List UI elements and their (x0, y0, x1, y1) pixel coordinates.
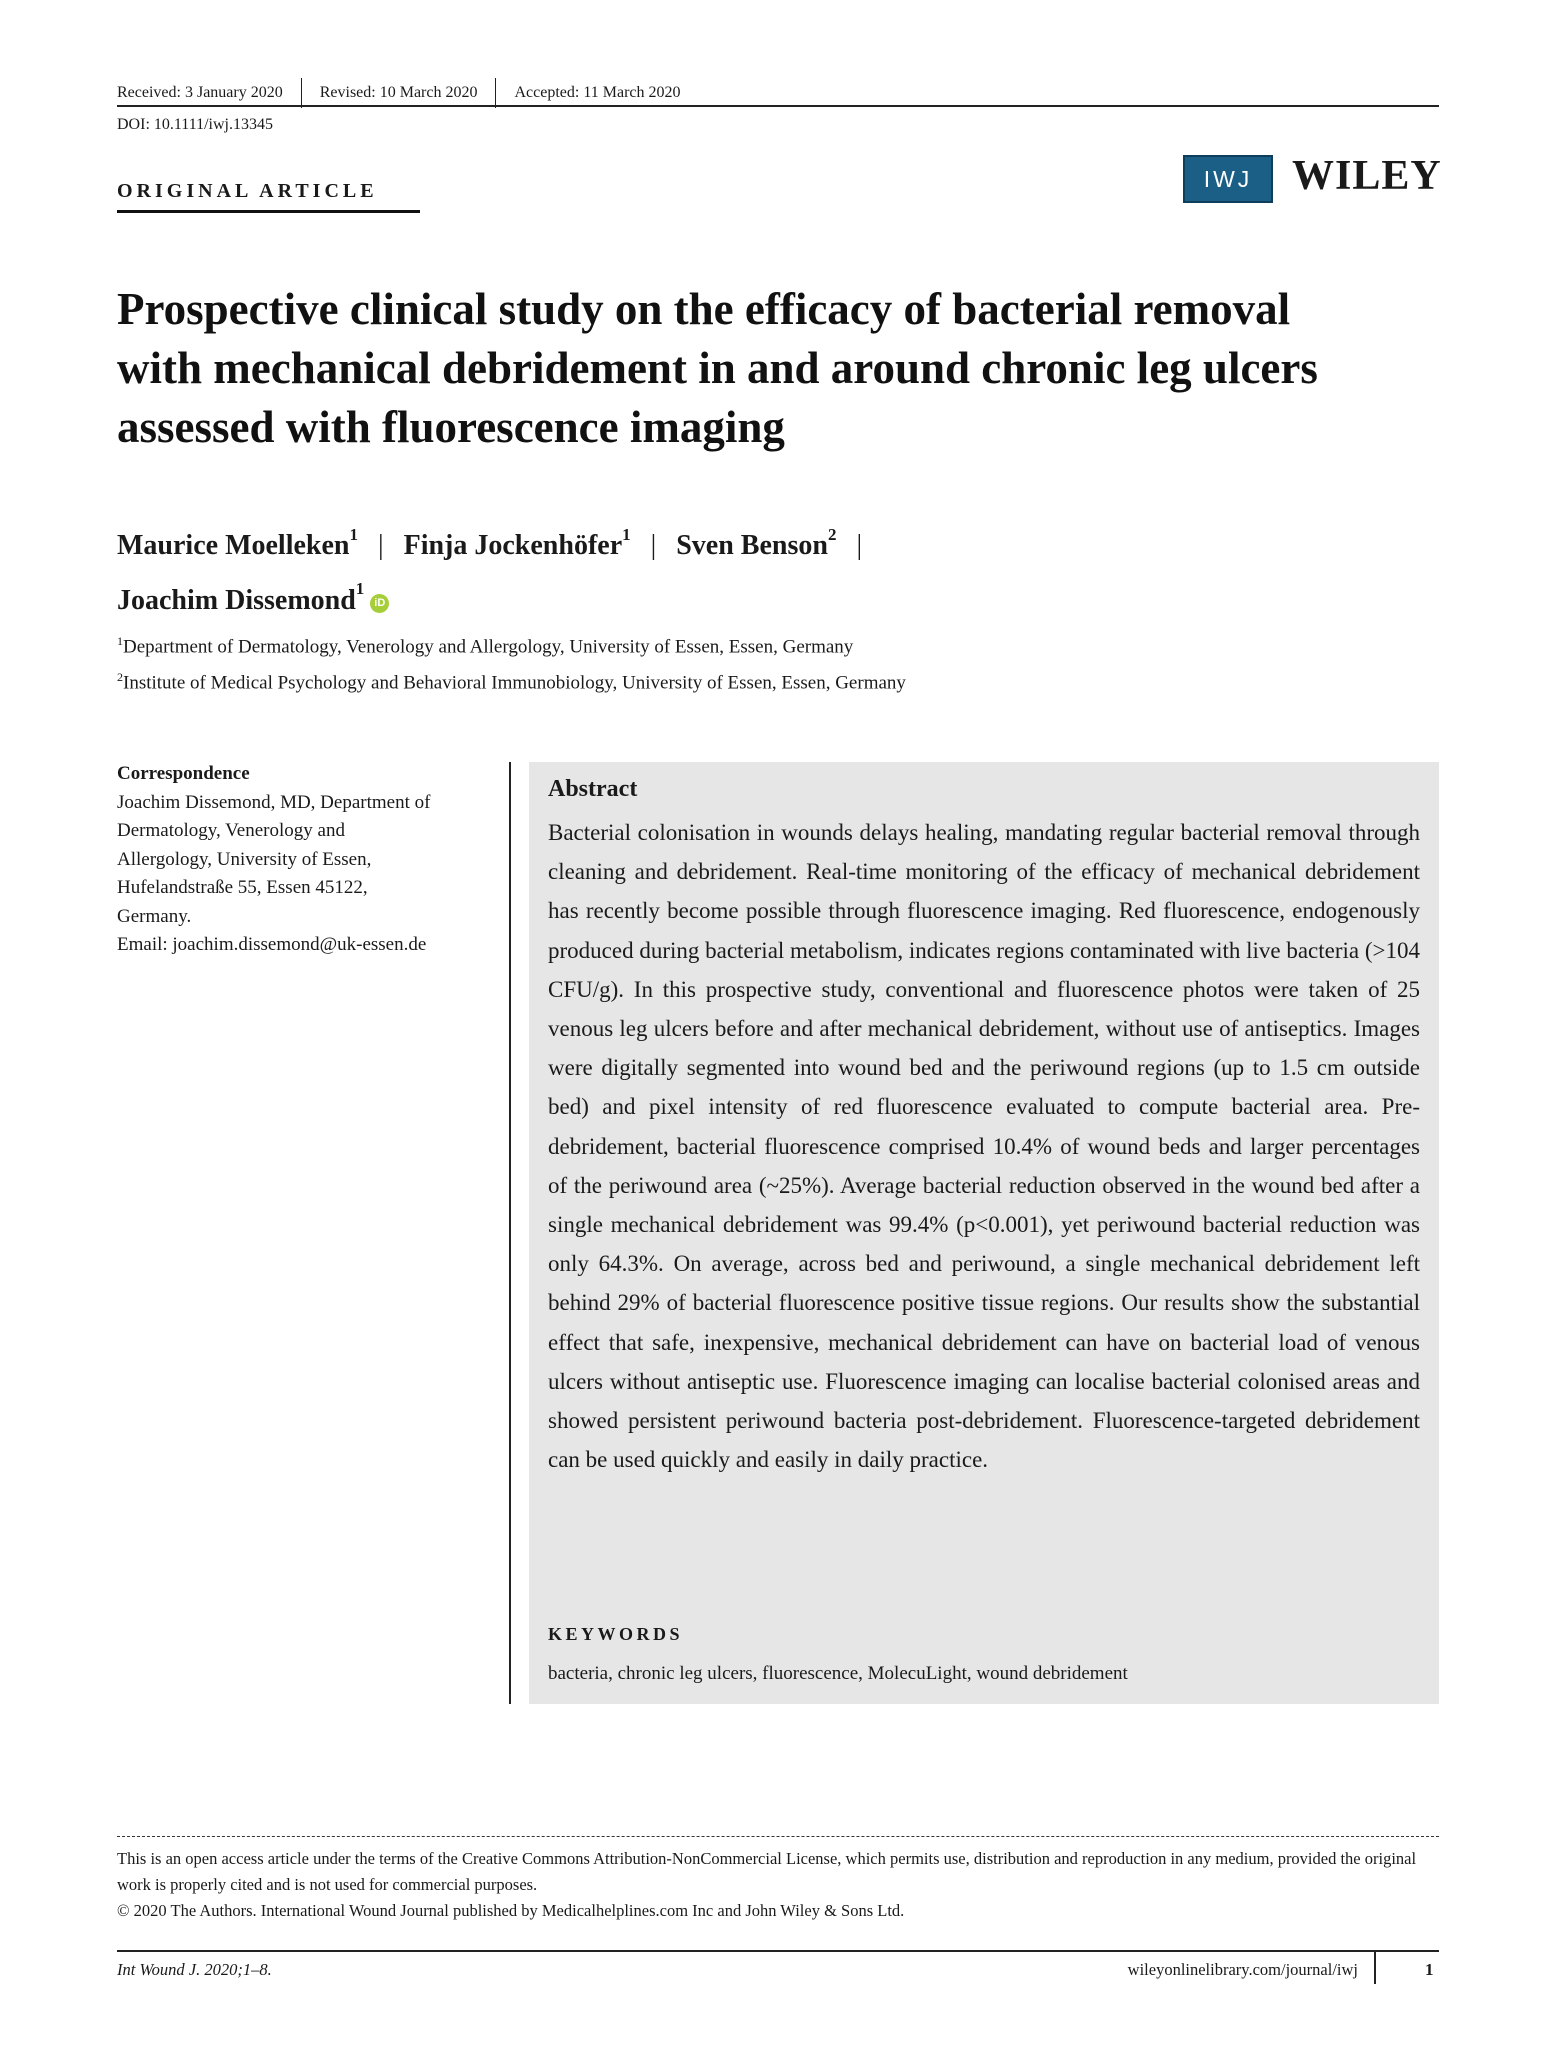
doi[interactable]: DOI: 10.1111/iwj.13345 (117, 116, 273, 133)
abstract-text: Bacterial colonisation in wounds delays healing, mandating regular bacterial removal through cleaning and debridement. Real-time monitoring of the efficacy of mechanical debridement has recently become possible through fluorescence imaging. Red fluorescence, endogenously produced during bacterial metabolism, indicates regions contaminated with live bacteria (>104 CFU/g). In this prospective study, conventional and fluorescence photos were taken of 25 venous leg ulcers before and after mechanical debridement, without use of antiseptics. Images were digitally segmented into wound bed and the periwound regions (up to 1.5 cm outside bed) and pixel intensity of red fluorescence evaluated to compute bacterial area. Pre-debridement, bacterial fluorescence comprised 10.4% of wound beds and larger percentages of the periwound area (~25%). Average bacterial reduction observed in the wound bed after a single mechanical debridement was 99.4% (p<0.001), yet periwound bacterial reduction was only 64.3%. On average, across bed and periwound, a single mechanical debridement left behind 29% of bacterial fluorescence positive tissue regions. Our results show the substantial effect that safe, inexpensive, mechanical debridement can have on bacterial load of venous ulcers without antiseptic use. Fluorescence imaging can localise bacterial colonised areas and showed persistent periwound bacteria post-debridement. Fluorescence-targeted debridement can be used quickly and easily in daily practice. (548, 820, 1420, 1473)
footer-separator (1374, 1950, 1376, 1984)
article-type-underline (117, 210, 420, 213)
correspondence-line: Joachim Dissemond, MD, Department of (117, 791, 431, 813)
correspondence-line: Allergology, University of Essen, (117, 848, 372, 870)
keywords-heading: KEYWORDS (548, 1624, 684, 1644)
article-type: ORIGINAL ARTICLE (117, 180, 378, 202)
correspondence-line: Germany. (117, 905, 192, 927)
revised-date: Revised: 10 March 2020 (319, 84, 478, 101)
author-name[interactable]: Joachim Dissemond$^1$ (117, 579, 365, 616)
article-title: Prospective clinical study on the efficacy of bacterial removal with mechanical debridement in and around chronic leg ulcers assessed with fluorescence imaging (117, 284, 1318, 452)
footer-rule (117, 1950, 1439, 1952)
abstract-heading: Abstract (548, 776, 638, 802)
accepted-date: Accepted: 11 March 2020 (514, 84, 681, 101)
correspondence-line: Hufelandstraße 55, Essen 45122, (117, 877, 368, 898)
journal-url[interactable]: wileyonlinelibrary.com/journal/iwj (1127, 1960, 1358, 1979)
affiliation: $^1$Department of Dermatology, Venerology and Allergology, University of Essen, Essen, Germany (117, 634, 854, 658)
publication-dates (117, 78, 681, 108)
journal-logo: IWJ (1183, 155, 1273, 203)
author-separator: | (650, 530, 657, 562)
orcid-icon[interactable]: iD (370, 594, 389, 613)
author-list (117, 515, 1317, 624)
publisher-logo: WILEY (1292, 153, 1442, 199)
author-name[interactable]: Finja Jockenhöfer$^1$ (403, 525, 631, 562)
affiliation: $^2$Institute of Medical Psychology and Behavioral Immunobiology, University of Essen, Essen, Germany (117, 670, 906, 694)
correspondence-label: Correspondence (117, 763, 250, 784)
license-notice (117, 1846, 1439, 1924)
author-separator: | (856, 530, 863, 562)
author-separator: | (377, 530, 384, 562)
author-name[interactable]: Sven Benson$^2$ (676, 525, 837, 562)
correspondence (117, 760, 497, 960)
journal-citation: Int Wound J. 2020;1–8. (117, 1960, 272, 1979)
license-text: This is an open access article under the terms of the Creative Commons Attribution-NonCommercial License, which permits use, distribution and reproduction in any medium, provided the original work is properly cited and is not used for commercial purposes. (117, 1849, 1417, 1894)
column-divider (509, 762, 511, 1704)
received-date: Received: 3 January 2020 (117, 84, 283, 101)
correspondence-line: Dermatology, Venerology and (117, 820, 345, 841)
date-separator (495, 78, 496, 108)
date-separator (301, 78, 302, 108)
page-number: 1 (1425, 1960, 1434, 1979)
keywords-text: bacteria, chronic leg ulcers, fluorescence, MolecuLight, wound debridement (548, 1663, 1128, 1684)
license-divider (117, 1836, 1439, 1837)
author-name[interactable]: Maurice Moelleken$^1$ (117, 525, 358, 562)
correspondence-email[interactable]: Email: joachim.dissemond@uk-essen.de (117, 934, 427, 955)
copyright-text: © 2020 The Authors. International Wound Journal published by Medicalhelplines.com Inc and John Wiley & Sons Ltd. (117, 1901, 905, 1920)
header-rule (117, 105, 1439, 107)
